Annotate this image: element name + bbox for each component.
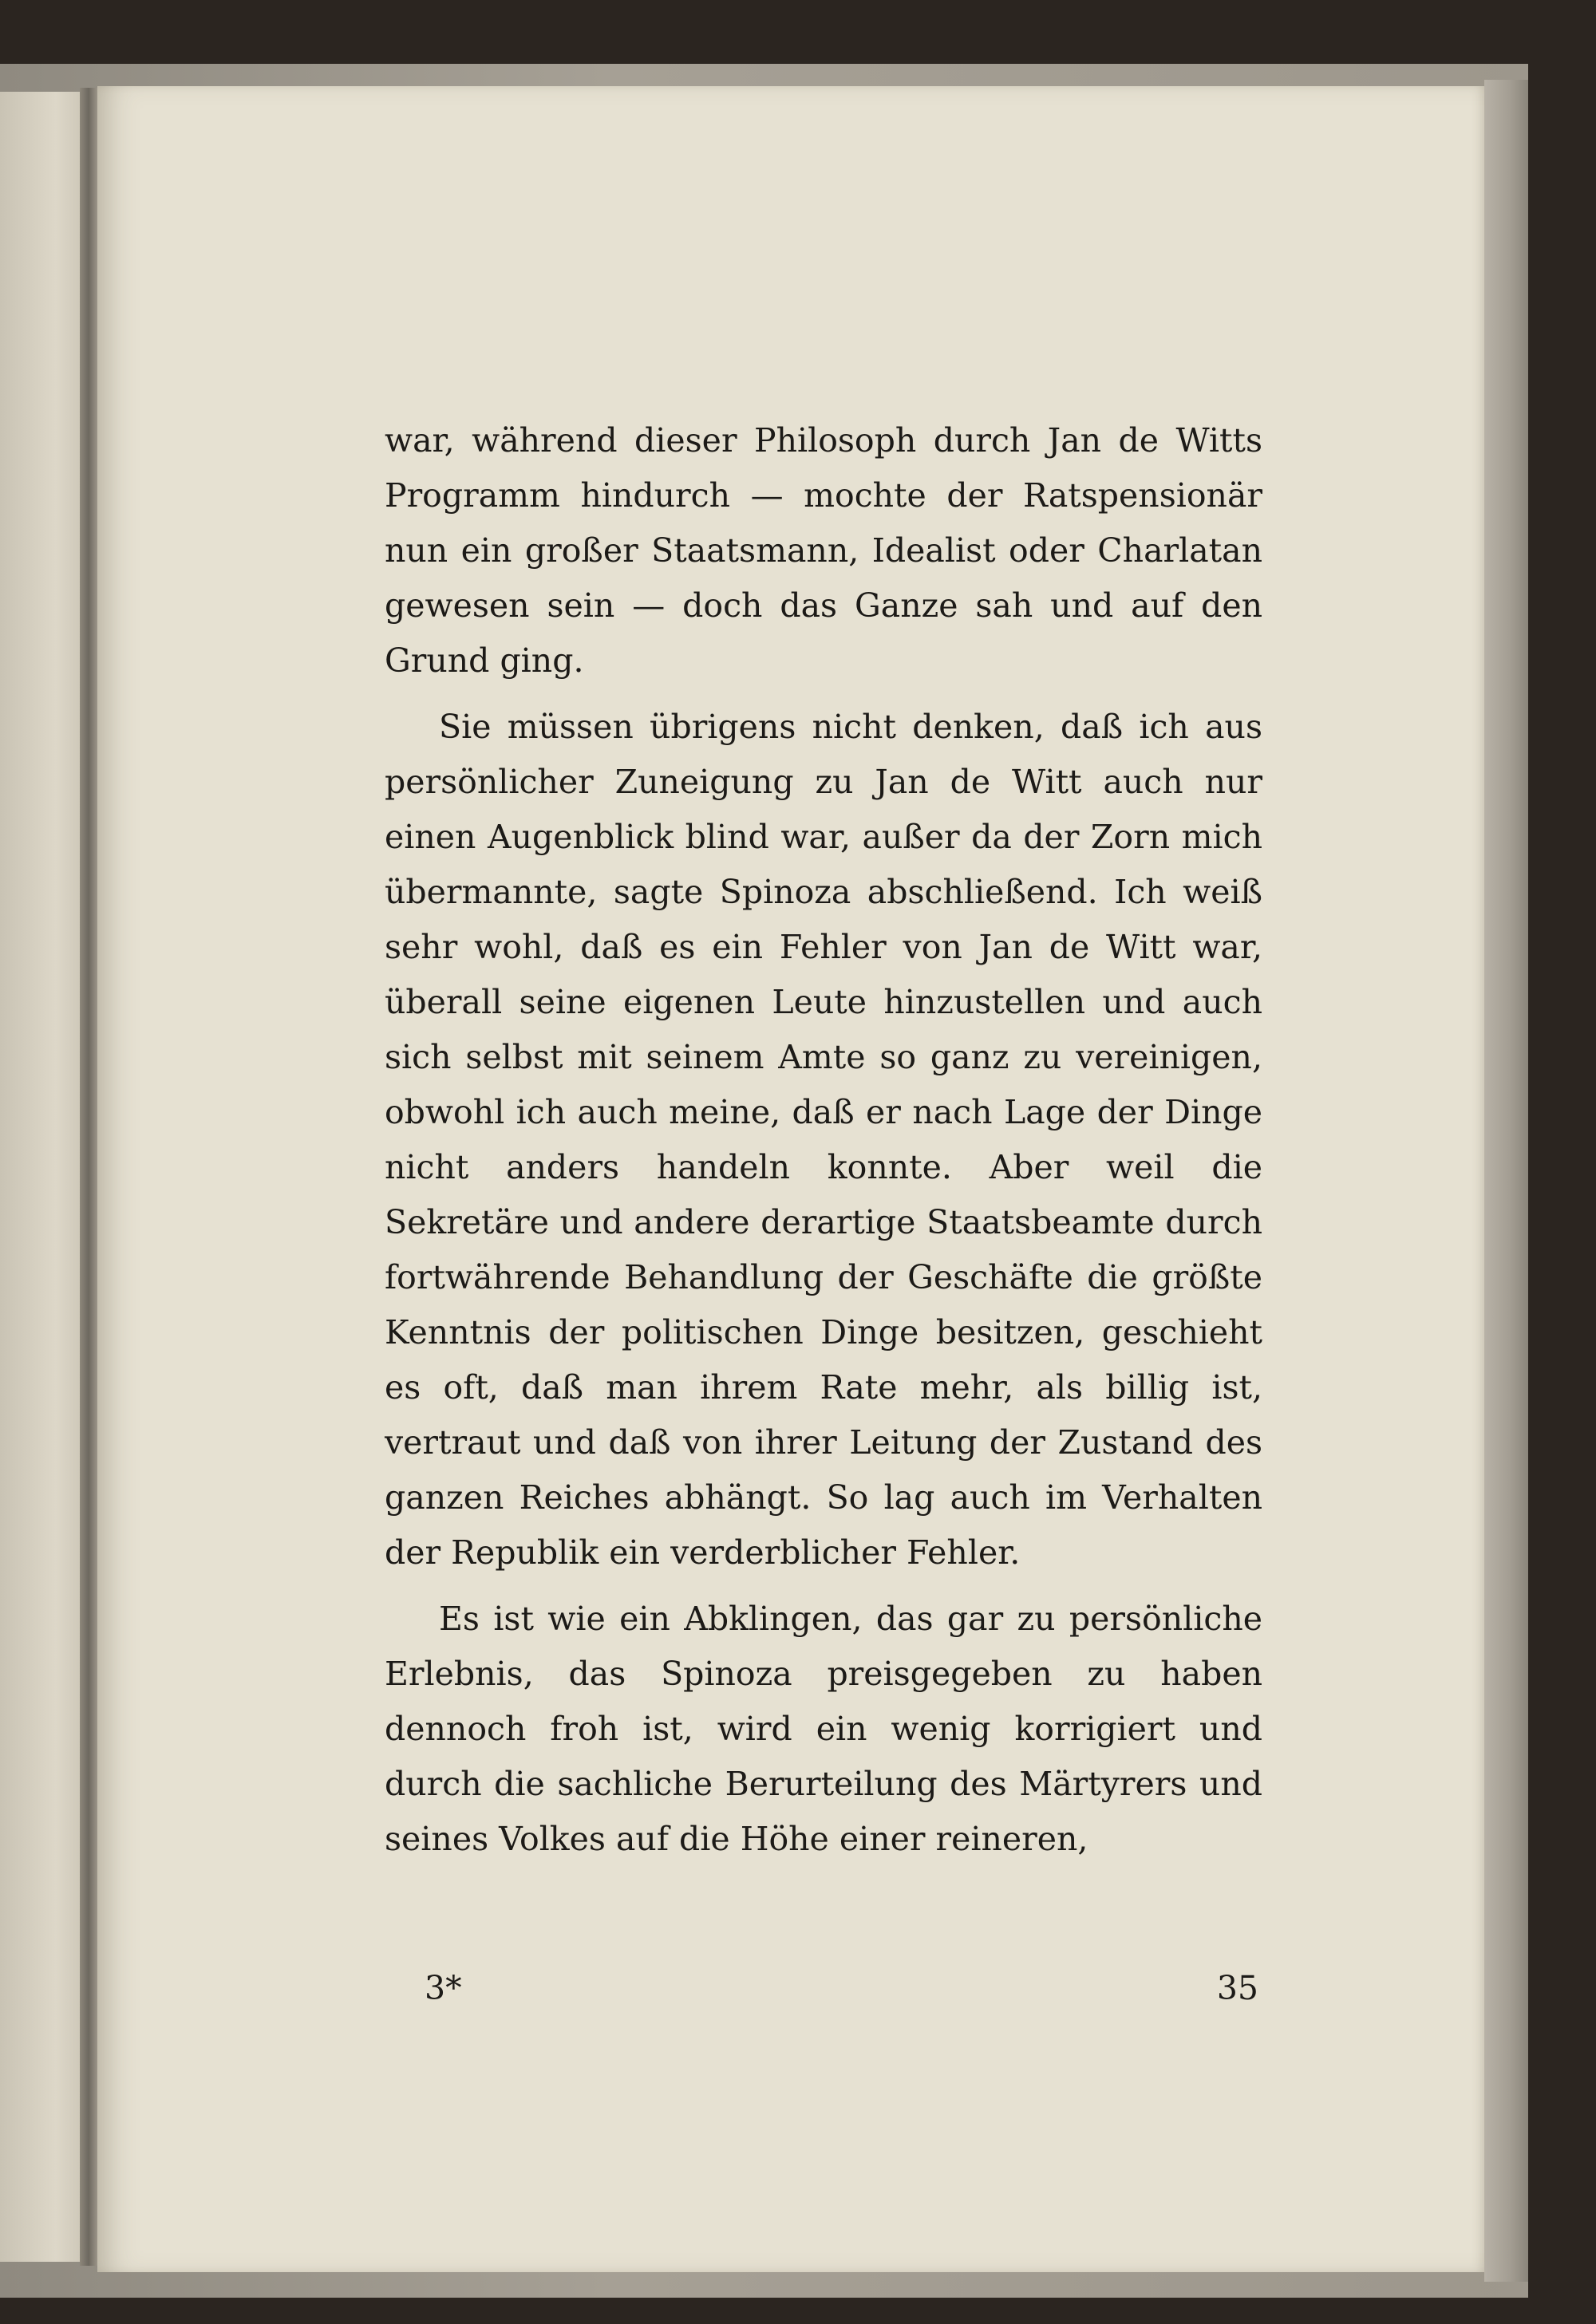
- signature-mark: 3*: [425, 1969, 462, 2007]
- cover-edge: [1484, 80, 1528, 2282]
- book-page: [97, 86, 1484, 2272]
- paragraph: war, während dieser Philosoph durch Jan de Witts Programm hindurch — mochte der Ratspensionär nun ein großer Staatsmann, Idealist oder Charlatan gewesen sein — doch das Ganze sah und auf den Grund ging.: [385, 421, 1262, 680]
- paragraph: Es ist wie ein Abklingen, das gar zu persönliche Erlebnis, das Spinoza preisgegeben zu haben dennoch froh ist, wird ein wenig korrigiert und durch die sachliche Berurteilung des Märtyrers und seines Volkes auf die Höhe einer reineren,: [385, 1600, 1262, 1858]
- body-text: [385, 413, 1262, 1867]
- paragraph: Sie müssen übrigens nicht denken, daß ich aus persönlicher Zuneigung zu Jan de Witt auch nur einen Augenblick blind war, außer da der Zorn mich übermannte, sagte Spinoza abschließend. Ich weiß sehr wohl, daß es ein Fehler von Jan de Witt war, überall seine eigenen Leute hinzustellen und auch sich selbst mit seinem Amte so ganz zu vereinigen, obwohl ich auch meine, daß er nach Lage der Dinge nicht anders handeln konnte. Aber weil die Sekretäre und andere derartige Staatsbeamte durch fortwährende Behandlung der Geschäfte die größte Kenntnis der politischen Dinge besitzen, geschieht es oft, daß man ihrem Rate mehr, als billig ist, vertraut und daß von ihrer Leitung der Zustand des ganzen Reiches abhängt. So lag auch im Verhalten der Republik ein verderblicher Fehler.: [385, 708, 1262, 1572]
- page-number: 35: [1216, 1969, 1258, 2007]
- page-footer: [385, 1969, 1262, 2017]
- left-page-edge: [0, 92, 80, 2262]
- book-gutter: [80, 88, 97, 2266]
